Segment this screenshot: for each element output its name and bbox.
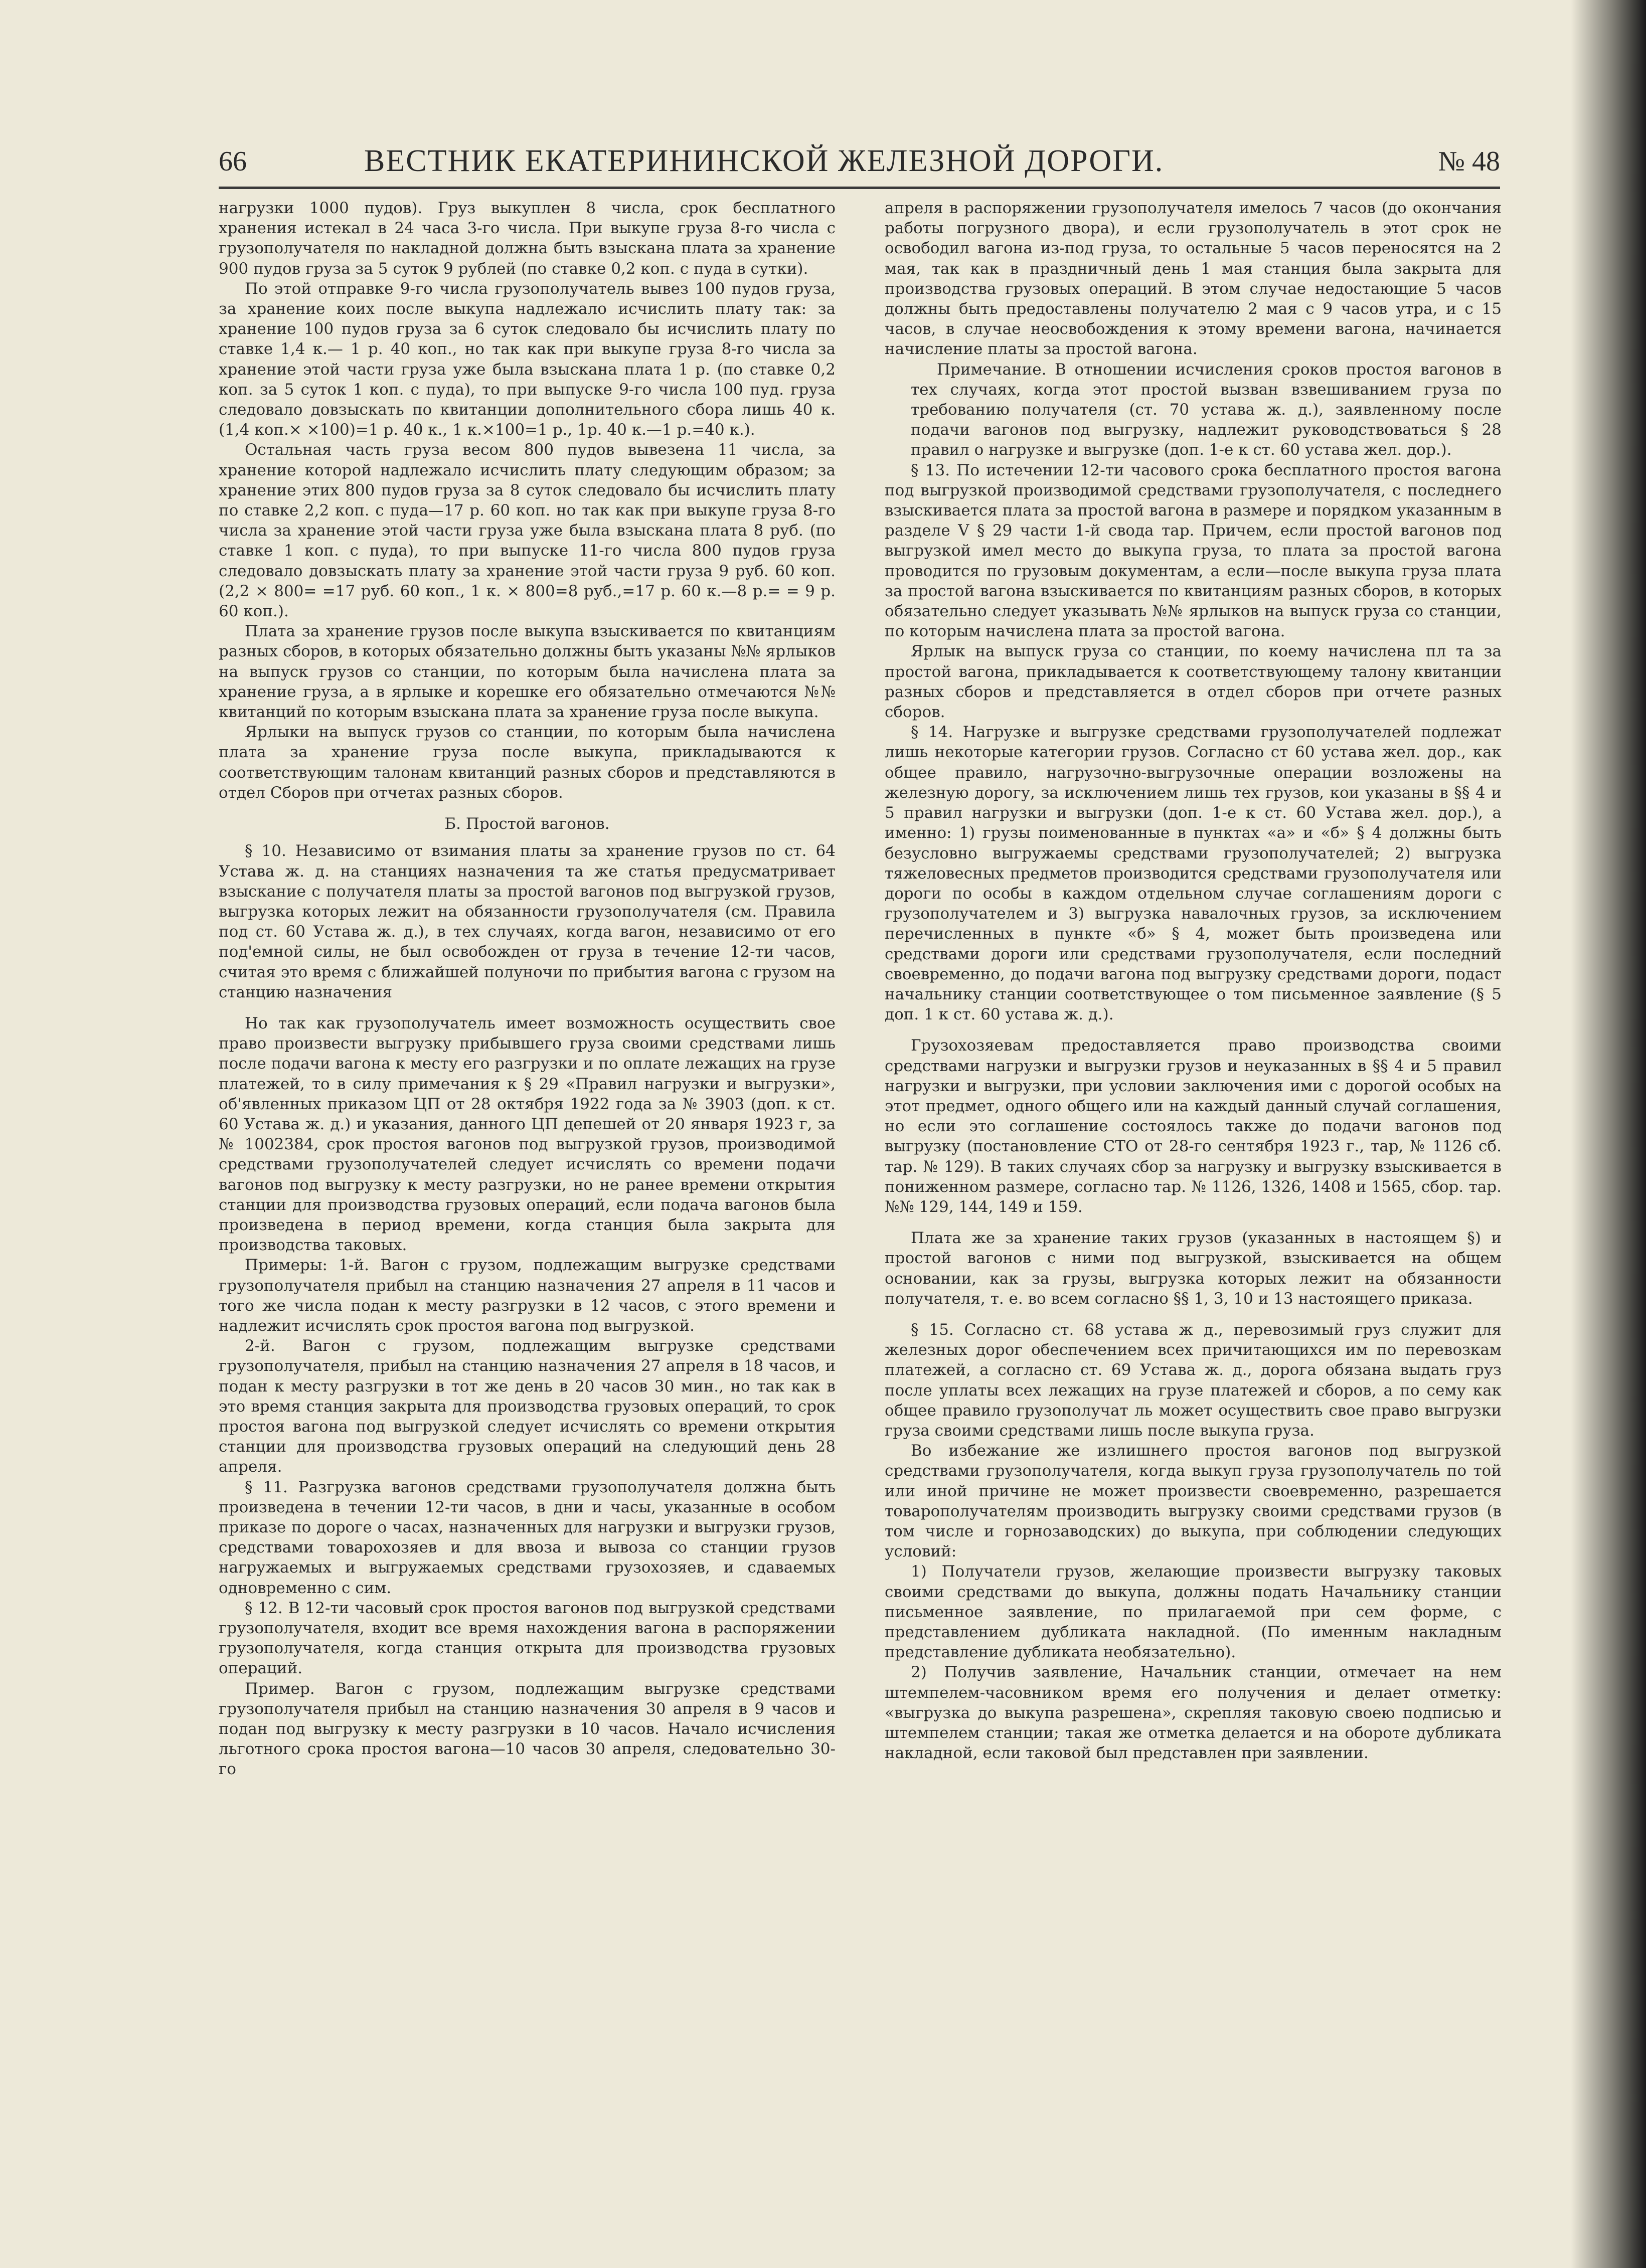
paragraph: Грузохозяевам предоставляется право производства своими средствами нагрузки и выгрузки грузов и неуказанных в §§ 4 и 5 правил нагрузки и выгрузки, при условии заключения ими с дорогой особых на этот предмет, одного общего или на каждый данный случай соглашения, но если это соглашение состоялось также до подачи вагонов под выгрузку (постановление СТО от 28-го сентября 1923 г., тар, № 1126 сб. тар. № 129). В таких случаях сбор за нагрузку и выгрузку взыскивается в пониженном размере, согласно тар. № 1126, 1326, 1408 и 1565, сбор. тар. №№ 129, 144, 149 и 159.	[885, 1036, 1502, 1216]
left-column	[219, 198, 836, 2179]
page-header	[219, 145, 1500, 181]
paragraph: Плата за хранение грузов после выкупа взыскивается по квитанциям разных сборов, в которых обязательно должны быть указаны №№ ярлыков на выпуск грузов со станции, по которым была начислена плата за хранение груза, а в ярлыке и корешке его обязательно отмечаются №№ квитанций по которым взыскана плата за хранение груза после выкупа.	[219, 622, 836, 722]
paragraph: § 14. Нагрузке и выгрузке средствами грузополучателей подлежат лишь некоторые категории грузов. Согласно ст 60 устава жел. дор., как общее правило, нагрузочно-выгрузочные операции возложены на железную дорогу, за исключением лишь тех грузов, кои указаны в §§ 4 и 5 правил нагрузки и выгрузки (доп. 1-е к ст. 60 Устава жел. дор.), а именно: 1) грузы поименованные в пунктах «а» и «б» § 4 должны быть безусловно выгружаемы средствами грузополучателей; 2) выгрузка тяжеловесных предметов производится средствами грузополучателя или дороги по особы в каждом отдельном случае соглашениям дороги с грузополучателем и 3) выгрузка навалочных грузов, за исключением перечисленных в пункте «б» § 4, может быть произведена или средствами дороги или средствами грузополучателя, если последний своевременно, до подачи вагона под выгрузку средствами дороги, подаст начальнику станции соответствующее о том письменное заявление (§ 5 доп. 1 к ст. 60 устава ж. д.).	[885, 723, 1502, 1024]
paragraph: Остальная часть груза весом 800 пудов вывезена 11 числа, за хранение которой надлежало исчислить плату следующим образом; за хранение этих 800 пудов груза за 8 суток следовало бы исчислить плату по ставке 2,2 коп. с пуда—17 р. 60 коп. но так как при выкупе груза 8-го числа за хранение этой части груза уже была взыскана плата 8 руб. (по ставке 1 коп. с пуда), то при выпуске 11-го числа 800 пудов груза следовало довзыскать плату за хранение этой части груза 9 руб. 60 коп. (2,2 × 800= =17 руб. 60 коп., 1 к. × 800=8 руб.,=17 р. 60 к.—8 р.= = 9 р. 60 коп.).	[219, 441, 836, 621]
issue-number: № 48	[1438, 146, 1500, 177]
paragraph: По этой отправке 9-го числа грузополучатель вывез 100 пудов груза, за хранение коих после выкупа надлежало исчислить плату так: за хранение 100 пудов груза за 6 суток следовало бы исчислить плату по ставке 1,4 к.— 1 р. 40 коп., но так как при выкупе груза 8-го числа за хранение этой части груза уже была взыскана плата 1 р. (по ставке 0,2 коп. за 5 суток 1 коп. с пуда), то при выпуске 9-го числа 100 пуд. груза следовало довзыскать по квитанции дополнительного сбора лишь 40 к. (1,4 коп.× ×100)=1 р. 40 к., 1 к.×100=1 р., 1р. 40 к.—1 р.=40 к.).	[219, 279, 836, 439]
paragraph: Но так как грузополучатель имеет возможность осуществить свое право произвести выгрузку прибывшего груза своими средствами лишь после подачи вагона к месту его разгрузки и по оплате лежащих на грузе платежей, то в силу примечания к § 29 «Правил нагрузки и выгрузки», об'явленных приказом ЦП от 28 октября 1922 года за № 3903 (доп. к ст. 60 Устава ж. д.) и указания, данного ЦП депешей от 20 января 1923 г, за № 1002384, срок простоя вагонов под выгрузкой грузов, производимой средствами грузополучателей следует исчислять со времени подачи вагонов под выгрузку к месту разгрузки, но не ранее времени открытия станции для производства грузовых операций, если подача вагонов была произведена в период времени, когда станция была закрыта для производства таковых.	[219, 1014, 836, 1255]
paragraph: § 13. По истечении 12-ти часового срока бесплатного простоя вагона под выгрузкой производимой средствами грузополучателя, с последнего взыскивается плата за простой вагона в размере и порядком указанным в разделе V § 29 части 1-й свода тар. Причем, если простой вагонов под выгрузкой имел место до выкупа груза, то плата за простой вагона проводится по грузовым документам, а если—после выкупа груза плата за простой вагона взыскивается по квитанциям разных сборов, в которых обязательно следует указывать №№ ярлыков на выпуск груза со станции, по которым начислена плата за простой вагона.	[885, 461, 1502, 641]
paragraph: Во избежание же излишнего простоя вагонов под выгрузкой средствами грузополучателя, когда выкуп груза грузополучатель по той или иной причине не может произвести своевременно, разрешается товарополучателям производить выгрузку своими средствами грузов (в том числе и горнозаводских) до выкупа, при соблюдении следующих условий:	[885, 1442, 1502, 1561]
paragraph: Плата же за хранение таких грузов (указанных в настоящем §) и простой вагонов с ними под выгрузкой, взыскивается на общем основании, как за грузы, выгрузка которых лежит на обязанности получателя, т. е. во всем согласно §§ 1, 3, 10 и 13 настоящего приказа.	[885, 1229, 1502, 1308]
header-rule	[219, 187, 1500, 189]
paragraph: Примеры: 1-й. Вагон с грузом, подлежащим выгрузке средствами грузополучателя прибыл на станцию назначения 27 апреля в 11 часов и того же числа подан к месту разгрузки в 12 часов, с этого времени и надлежит исчислять срок простоя вагона под выгрузкой.	[219, 1256, 836, 1335]
paragraph: 1) Получатели грузов, желающие произвести выгрузку таковых своими средствами до выкупа, должны подать Начальнику станции письменное заявление, по прилагаемой при сем форме, с представлением дубликата накладной. (По именным накладным представление дубликата необязательно).	[885, 1562, 1502, 1662]
paragraph: Пример. Вагон с грузом, подлежащим выгрузке средствами грузополучателя прибыл на станцию назначения 30 апреля в 9 часов и подан под выгрузку к месту разгрузки в 10 часов. Начало исчисления льготного срока простоя вагона—10 часов 30 апреля, следовательно 30-го	[219, 1679, 836, 1779]
paragraph: Ярлыки на выпуск грузов со станции, по которым была начислена плата за хранение груза после выкупа, прикладываются к соответствующим талонам квитанций разных сборов и представляются в отдел Сборов при отчетах разных сборов.	[219, 723, 836, 802]
paragraph: § 11. Разгрузка вагонов средствами грузополучателя должна быть произведена в течении 12-ти часов, в дни и часы, указанные в особом приказе по дороге о часах, назначенных для нагрузки и выгрузки грузов, средствами товарохозяев и для ввоза и вывоза со станции грузов нагружаемых и выгружаемых средствами грузохозяев, и сдаваемых одновременно с сим.	[219, 1478, 836, 1597]
paragraph: апреля в распоряжении грузополучателя имелось 7 часов (до окончания работы погрузного двора), и если грузополучатель в этот срок не освободил вагона из-под груза, то остальные 5 часов переносятся на 2 мая, так как в праздничный день 1 мая станция была закрыта для производства грузовых операций. В этом случае недостающие 5 часов должны быть предоставлены получателю 2 мая с 9 часов утра, и с 15 часов, в случае неосвобождения к этому времени вагона, начинается начисление платы за простой вагона.	[885, 199, 1502, 359]
paragraph: § 12. В 12-ти часовый срок простоя вагонов под выгрузкой средствами грузополучателя, входит все время нахождения вагона в распоряжении грузополучателя, когда станция открыта для производства грузовых операций.	[219, 1599, 836, 1678]
right-column	[885, 198, 1502, 2179]
section-heading: Б. Простой вагонов.	[444, 815, 610, 833]
publication-title: ВЕСТНИК ЕКАТЕРИНИНСКОЙ ЖЕЛЕЗНОЙ ДОРОГИ.	[364, 144, 1164, 178]
paragraph: 2-й. Вагон с грузом, подлежащим выгрузке средствами грузополучателя, прибыл на станцию назначения 27 апреля в 18 часов, и подан к месту разгрузки в тот же день в 20 часов 30 мин., но так как в это время станция закрыта для производства грузовых операций, то срок простоя вагона под выгрузкой следует исчислять со времени открытия станции для производства грузовых операций на следующий день 28 апреля.	[219, 1337, 836, 1476]
page-number: 66	[219, 146, 247, 177]
paragraph: нагрузки 1000 пудов). Груз выкуплен 8 числа, срок бесплатного хранения истекал в 24 часа 3-го числа. При выкупе груза 8-го числа с грузополучателя по накладной должна быть взыскана плата за хранение 900 пудов груза за 5 суток 9 рублей (по ставке 0,2 коп. с пуда в сутки).	[219, 199, 836, 278]
paragraph: § 10. Независимо от взимания платы за хранение грузов по ст. 64 Устава ж. д. на станциях назначения та же статья предусматривает взыскание с получателя платы за простой вагонов под выгрузкой грузов, выгрузка которых лежит на обязанности грузополучателя (см. Правила под ст. 60 Устава ж. д.), в тех случаях, когда вагон, независимо от его под'емной силы, не был освобожден от груза в течение 12-ти часов, считая это время с ближайшей полуночи по прибытия вагона с грузом на станцию назначения	[219, 842, 836, 1001]
page-edge-shadow	[1571, 0, 1646, 2268]
note-paragraph: Примечание. В отношении исчисления сроков простоя вагонов в тех случаях, когда этот простой вызван взвешиванием груза по требованию получателя (ст. 70 устава ж. д.), заявленному после подачи вагонов под выгрузку, надлежит руководствоваться § 28 правил о нагрузке и выгрузке (доп. 1-е к ст. 60 устава жел. дор.).	[911, 360, 1502, 459]
paragraph: § 15. Согласно ст. 68 устава ж д., перевозимый груз служит для железных дорог обеспечением всех причитающихся им по перевозкам платежей, а согласно ст. 69 Устава ж. д., дорога обязана выдать груз после уплаты всех лежащих на грузе платежей и сборов, а по сему как общее правило грузополучат ль может осуществить свое право выгрузки груза своими средствами лишь после выкупа груза.	[885, 1320, 1502, 1440]
paragraph: 2) Получив заявление, Начальник станции, отмечает на нем штемпелем-часовником время его получения и делает отметку: «выгрузка до выкупа разрешена», скрепляя таковую своею подписью и штемпелем станции; такая же отметка делается и на обороте дубликата накладной, если таковой был представлен при заявлении.	[885, 1663, 1502, 1763]
paragraph: Ярлык на выпуск груза со станции, по коему начислена пл та за простой вагона, прикладывается к соответствующему талону квитанции разных сборов и представляется в отдел сборов при отчете разных сборов.	[885, 642, 1502, 722]
